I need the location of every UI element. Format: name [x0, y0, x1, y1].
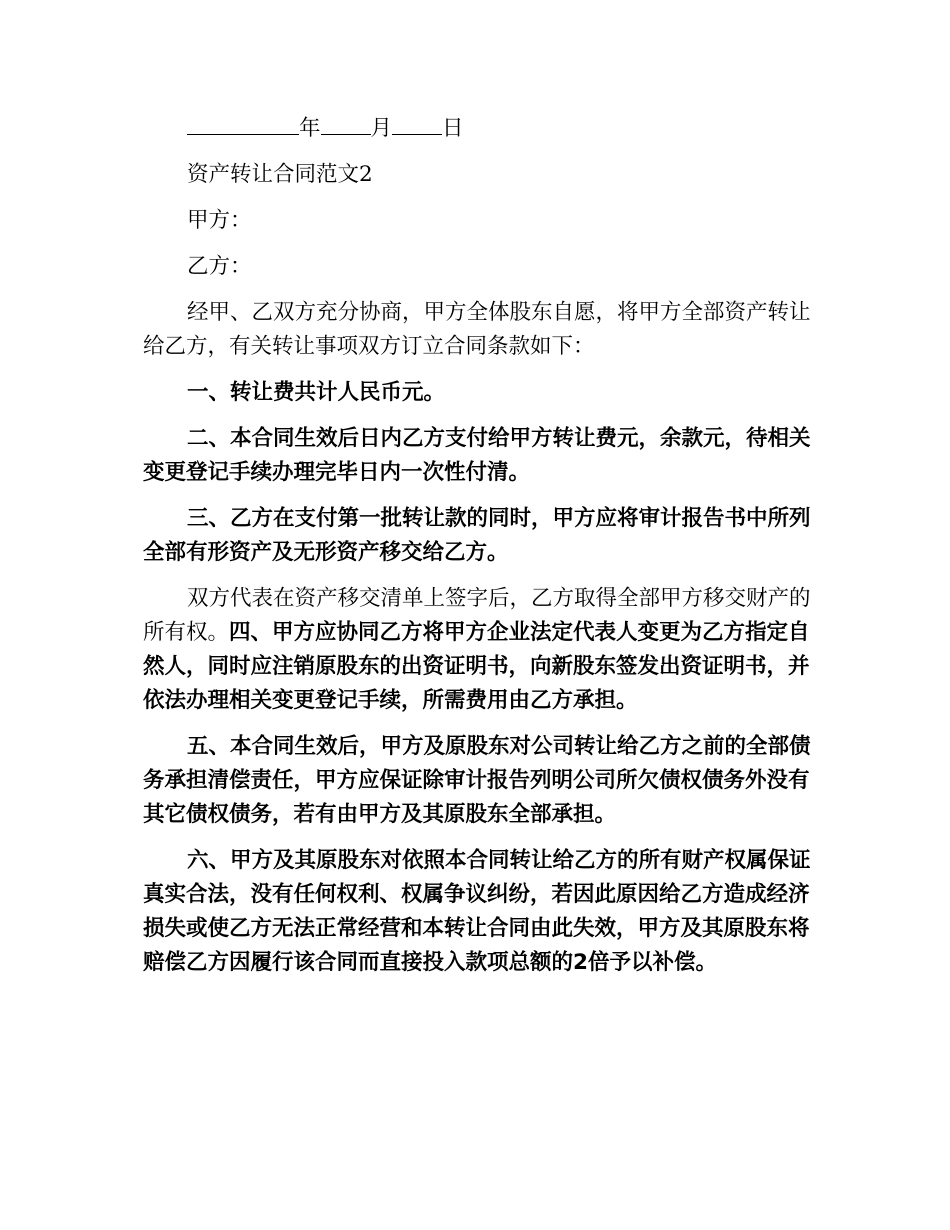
year-label: 年 — [299, 116, 321, 141]
date-line — [143, 112, 813, 146]
clause-1: 一、转让费共计人民币元。 — [187, 380, 446, 405]
year-blank — [187, 112, 299, 135]
party-b-label: 乙方： — [187, 254, 252, 279]
party-a-label: 甲方： — [187, 208, 252, 233]
clause-3-4-paragraph — [143, 582, 813, 718]
clause-6: 六、甲方及其原股东对依照本合同转让给乙方的所有财产权属保证真实合法，没有任何权利、权属争议纠纷，若因此原因给乙方造成经济损失或使乙方无法正常经营和本转让合同由此失效，甲方及其原股东将赔偿乙方因履行该合同而直接投入款项总额的2倍予以补偿。 — [143, 848, 811, 975]
document-page — [143, 112, 813, 980]
month-blank — [321, 112, 371, 135]
month-label: 月 — [370, 116, 393, 141]
clause-5: 五、本合同生效后，甲方及原股东对公司转让给乙方之前的全部债务承担清偿责任，甲方应保证除审计报告列明公司所欠债权债务外没有其它债权债务，若有由甲方及其原股东全部承担。 — [143, 734, 811, 827]
clause-4: 四、甲方应协同乙方将甲方企业法定代表人变更为乙方指定自然人，同时应注销原股东的出资证明书，向新股东签发出资证明书，并依法办理相关变更登记手续，所需费用由乙方承担。 — [143, 620, 810, 713]
document-title: 资产转让合同范文2 — [187, 162, 373, 187]
day-blank — [392, 112, 442, 135]
clause-3-note: 双方代表在资产移交清单上签字后，乙方取得全部甲方移交财产的所有权。 — [143, 586, 811, 645]
clause-3: 三、乙方在支付第一批转让款的同时，甲方应将审计报告书中所列全部有形资产及无形资产移交给乙方。 — [143, 506, 811, 565]
intro-paragraph: 经甲、乙双方充分协商，甲方全体股东自愿，将甲方全部资产转让给乙方，有关转让事项双方订立合同条款如下： — [143, 300, 811, 359]
clause-2: 二、本合同生效后日内乙方支付给甲方转让费元，余款元，待相关变更登记手续办理完毕日内一次性付清。 — [143, 426, 811, 485]
day-label: 日 — [442, 116, 464, 141]
